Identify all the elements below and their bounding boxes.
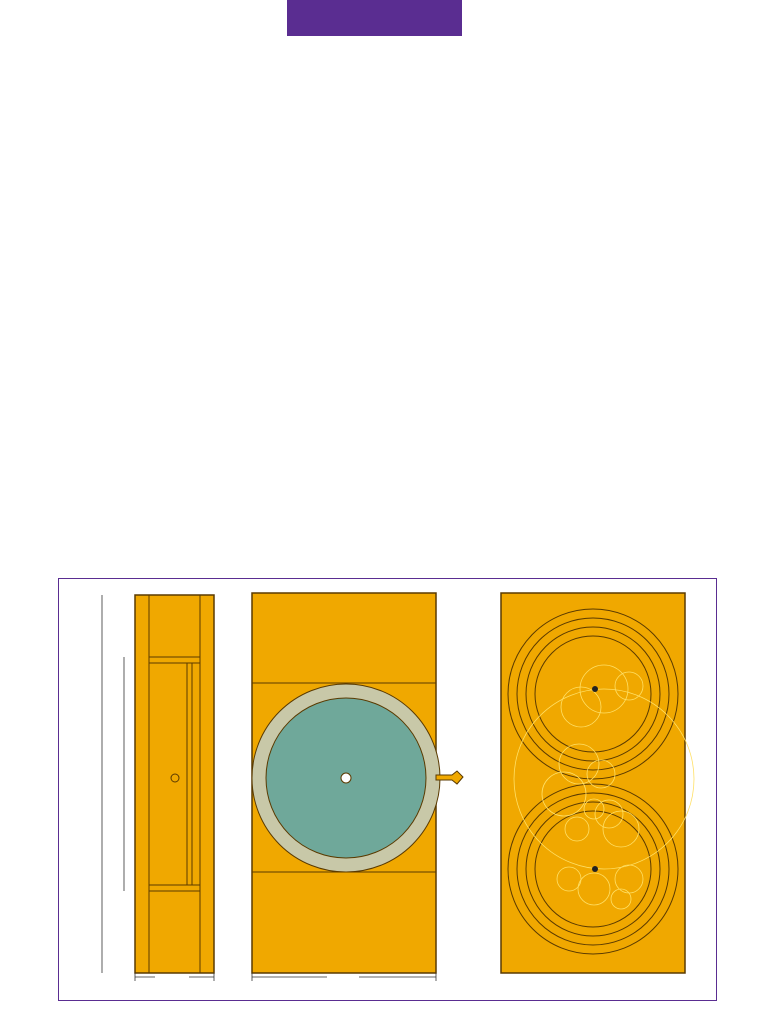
front-view bbox=[252, 593, 463, 981]
text-column-3 bbox=[512, 246, 719, 256]
back-view bbox=[501, 593, 694, 973]
text-column-1 bbox=[58, 246, 265, 248]
figure-frame bbox=[58, 578, 717, 1001]
section-tag bbox=[287, 0, 462, 36]
side-view bbox=[102, 595, 214, 981]
case-illustration bbox=[59, 579, 716, 1000]
